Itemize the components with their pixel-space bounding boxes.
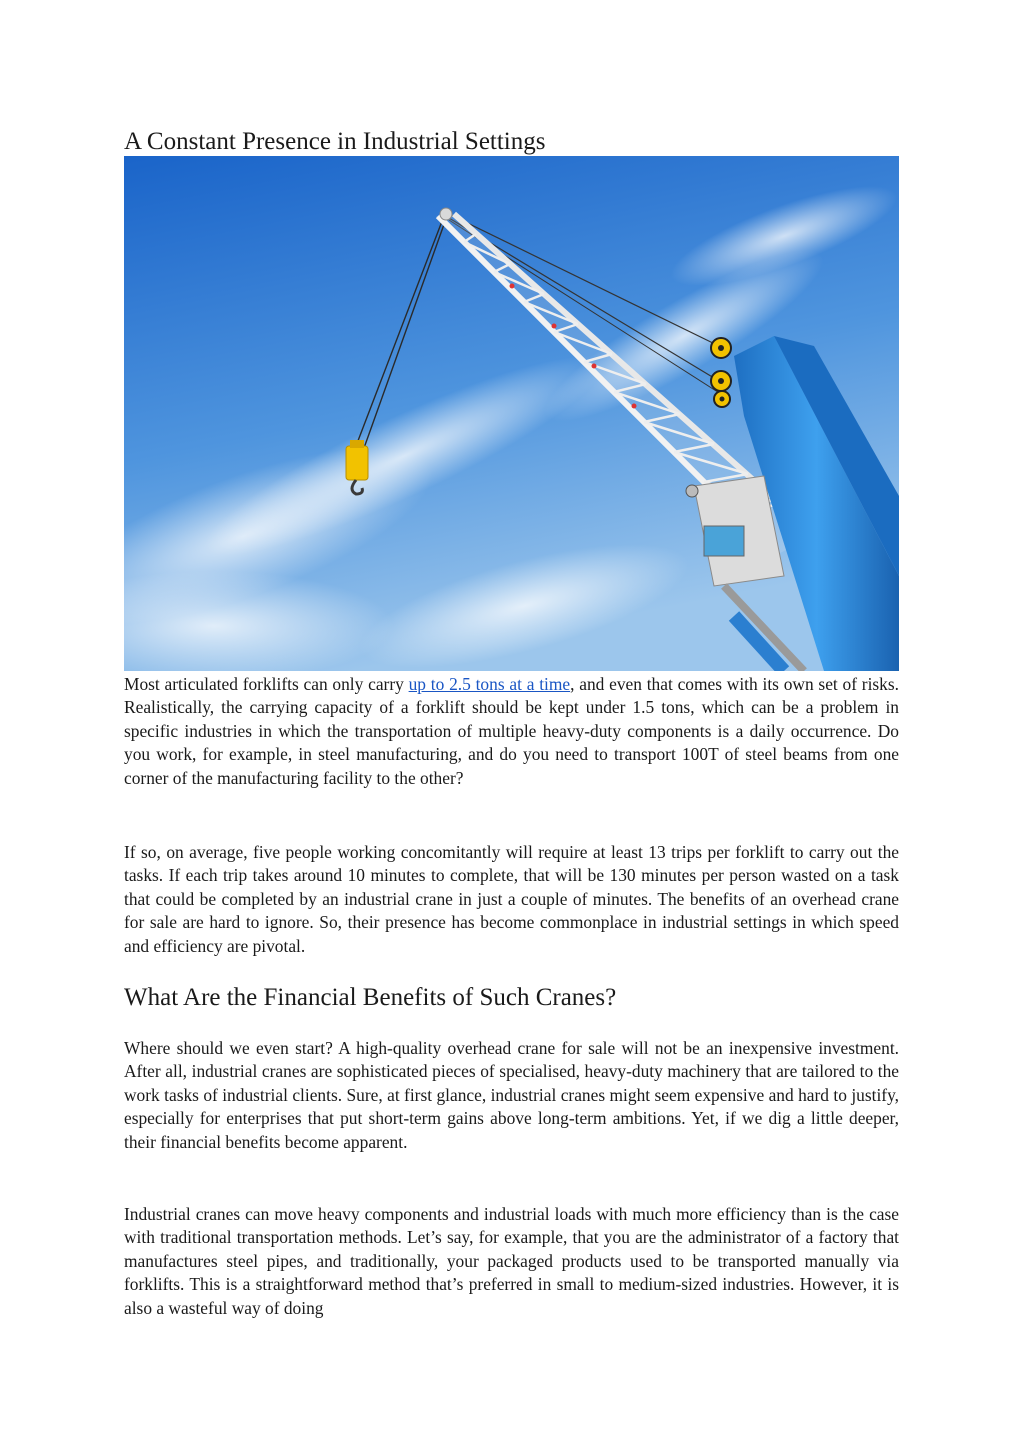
paragraph-efficiency: Industrial cranes can move heavy components and industrial loads with much more efficiency than is the case with traditional transportation methods. Let’s say, for example, that you are the administrator of a factory that manufactures steel pipes, and traditionally, your packaged products used to be transported manually via forklifts. This is a straightforward method that’s preferred in small to medium-sized industries. However, it is also a wasteful way of doing bbox=[124, 1204, 899, 1318]
section-heading-constant-presence: A Constant Presence in Industrial Settings bbox=[124, 128, 546, 155]
paragraph-text: , and even that comes with its own set of risks. Realistically, the carrying capacity of a forklift should be kept under 1.5 tons, which can be a problem in specific industries in which the transportation of multiple heavy-duty components is a daily occurrence. Do you work, for example, in steel manufacturing, and do you need to transport 100T of steel beams from one corner of the manufacturing facility to the other? bbox=[124, 674, 899, 788]
section-heading-financial-benefits: What Are the Financial Benefits of Such Cranes? bbox=[124, 984, 617, 1011]
paragraph-text: Most articulated forklifts can only carry bbox=[124, 674, 409, 694]
crane-photo bbox=[124, 156, 899, 671]
paragraph-forklift-capacity bbox=[124, 673, 899, 790]
paragraph-forklift-trips: If so, on average, five people working concomitantly will require at least 13 trips per forklift to carry out the tasks. If each trip takes around 10 minutes to complete, that will be 130 minutes per person wasted on a task that could be completed by an industrial crane in just a couple of minutes. The benefits of an overhead crane for sale are hard to ignore. So, their presence has become commonplace in industrial settings in which speed and efficiency are pivotal. bbox=[124, 842, 899, 956]
capacity-link[interactable]: up to 2.5 tons at a time bbox=[408, 674, 571, 694]
paragraph-where-to-start: Where should we even start? A high-quality overhead crane for sale will not be an inexpensive investment. After all, industrial cranes are sophisticated pieces of specialised, heavy-duty machinery that are tailored to the work tasks of industrial clients. Sure, at first glance, industrial cranes might seem expensive and hard to justify, especially for enterprises that put short-term gains above long-term ambitions. Yet, if we dig a little deeper, their financial benefits become apparent. bbox=[124, 1038, 899, 1152]
